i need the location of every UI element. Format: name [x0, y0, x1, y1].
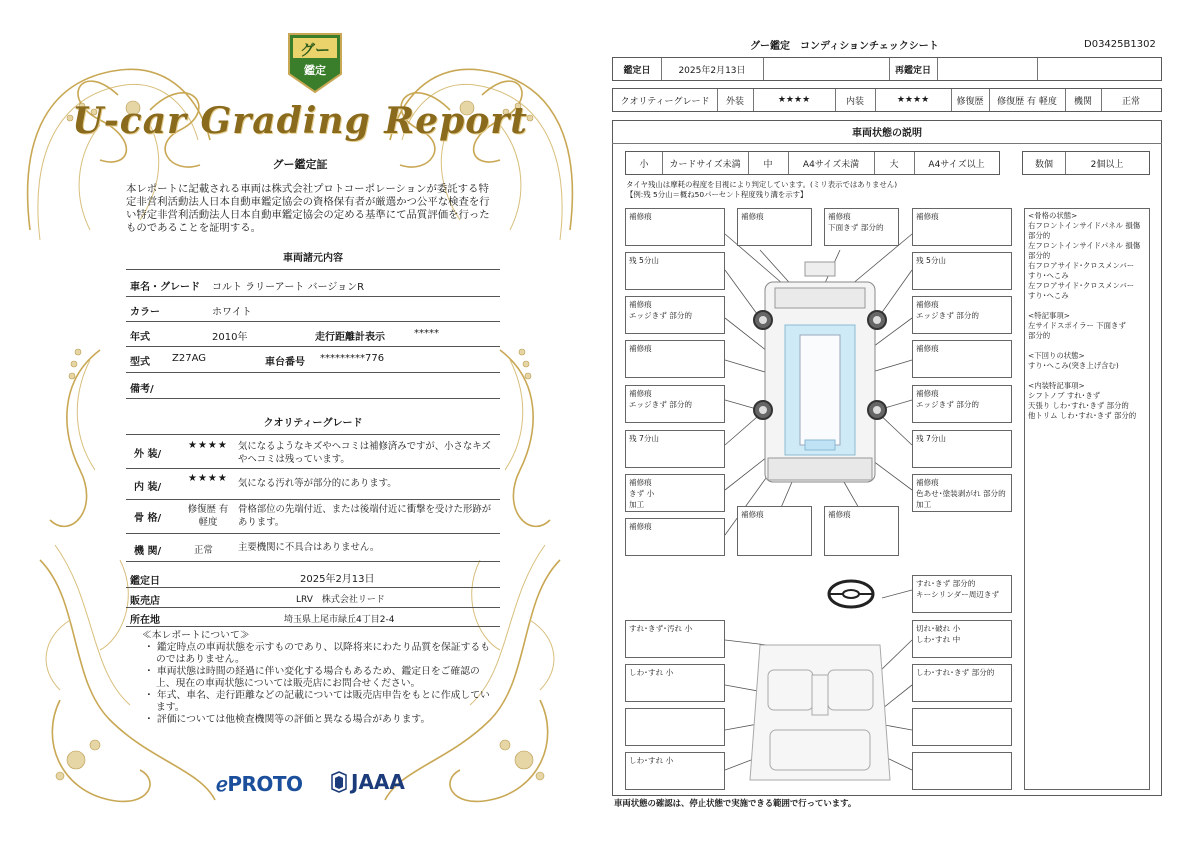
tire-callout: 残 7分山: [912, 430, 1012, 468]
interior-stars: ★★★★: [896, 95, 930, 105]
size-small: 小: [639, 159, 649, 170]
damage-callout: 補修痕 色あせ･塗装剥がれ 部分的 加工: [912, 474, 1012, 512]
size-large: 大: [889, 159, 899, 170]
dealer-label: 販売店: [130, 596, 160, 607]
divider: [126, 269, 500, 270]
year-label: 年式: [130, 332, 150, 343]
note-item: ・ 年式、車名、走行距離などの記載については販売店申告をもとに作成しています。: [144, 690, 490, 713]
engine-value: 正常: [194, 545, 213, 556]
damage-callout: 補修痕: [824, 506, 899, 556]
specs-section-title: 車両諸元内容: [283, 253, 343, 264]
mileage-label: 走行距離計表示: [315, 332, 385, 343]
divider: [126, 321, 500, 322]
grade-row: [612, 88, 1162, 112]
mileage-value: *****: [414, 328, 439, 339]
divider: [126, 296, 500, 297]
report-notes: [142, 630, 498, 726]
tire-note: タイヤ残山は摩耗の程度を目視により判定しています。(ミリ表示ではありません): [626, 180, 898, 189]
tire-example: 【例:残 5分山＝概ね50パーセント程度残り溝を示す】: [626, 190, 808, 199]
exterior-label: 外 装/: [134, 449, 162, 460]
footer-note: 車両状態の確認は、停止状態で実施できる範囲で行っています。: [614, 798, 857, 808]
damage-callout: 補修痕 エッジきず 部分的: [625, 385, 725, 423]
damage-callout: 補修痕: [625, 208, 725, 246]
date-label: 鑑定日: [623, 65, 651, 76]
steering-callout: すれ･きず 部分的 キーシリンダー周辺きず: [912, 575, 1012, 613]
divider: [126, 587, 500, 588]
dealer-value: LRV 株式会社リード: [296, 595, 385, 605]
count-value: 2個以上: [1090, 159, 1124, 170]
script-title: U-car Grading Report: [72, 100, 528, 142]
size-mid: 中: [763, 159, 773, 170]
exterior-stars: ★★★★: [188, 440, 228, 451]
interior-callout: しわ･すれ･きず 部分的: [912, 664, 1012, 702]
note-item: ・ 車両状態は時間の経過に伴い変化する場合もあるため、鑑定日をご確認の上、現在の車両状態については販売店にお問合せください。: [144, 666, 480, 689]
divider: [126, 434, 500, 435]
exterior-desc: 気になるようなキズやヘコミは補修済みですが、小さなキズやヘコミは残っています。: [238, 441, 491, 465]
engine-desc: 主要機関に不具合はありません。: [238, 542, 380, 553]
left-side-scroll: [50, 349, 100, 526]
divider: [126, 626, 500, 627]
sheet-title: グー鑑定 コンディションチェックシート: [750, 41, 939, 52]
exterior-stars: ★★★★: [777, 95, 811, 105]
divider: [126, 372, 500, 373]
model-label: 車名・グレード: [130, 282, 200, 293]
interior-stars: ★★★★: [188, 473, 228, 484]
color-value: ホワイト: [212, 307, 252, 318]
type-value: Z27AG: [172, 353, 206, 364]
right-side-scroll: [500, 349, 550, 526]
engine-label: 機関: [1073, 96, 1092, 107]
svg-text:グー: グー: [299, 41, 331, 59]
tire-callout: 残 5分山: [625, 252, 725, 290]
engine-label: 機 関/: [134, 546, 162, 557]
interior-callout: しわ･すれ 小: [625, 664, 725, 702]
damage-callout: 補修痕 エッジきず 部分的: [625, 296, 725, 334]
damage-callout: 補修痕: [625, 518, 725, 556]
notes-title: ≪本レポートについて≫: [142, 630, 250, 641]
model-value: コルト ラリーアート バージョンR: [212, 282, 365, 293]
interior-label: 内 装/: [134, 482, 162, 493]
note-item: ・ 評価については他検査機関等の評価と異なる場合があります。: [144, 714, 431, 725]
certificate-title: グー鑑定証: [272, 158, 328, 171]
car-top-view-icon: [754, 262, 886, 482]
frame-label: 骨 格/: [134, 513, 162, 524]
damage-callout: 補修痕 エッジきず 部分的: [912, 385, 1012, 423]
repair-label: 修復歴: [956, 96, 984, 107]
color-label: カラー: [130, 307, 160, 318]
address-label: 所在地: [130, 615, 160, 626]
damage-callout: 補修痕: [912, 208, 1012, 246]
appraisal-date-label: 鑑定日: [130, 576, 160, 587]
type-label: 型式: [130, 357, 150, 368]
year-value: 2010年: [212, 332, 248, 343]
quality-section-title: クオリティーグレード: [263, 418, 363, 429]
grade-label: クオリティーグレード: [620, 96, 710, 107]
condition-check-sheet: [600, 0, 1200, 848]
panel-title: 車両状態の説明: [612, 120, 1162, 144]
damage-callout: 補修痕: [912, 340, 1012, 378]
side-notes: <骨格の状態> 右フロントインサイドパネル 損傷 部分的 左フロントインサイドパネル 損傷 部分的 右フロアサイド･クロスメンバー すり･へこみ 左フロアサイド･クロスメンバー すり･へこみ <特記事項> 左サイドスポイラー 下面きず 部分的 <下回りの状態> すり･へこみ(突き上げ含む) <内装特記事項> シフトノブ すれ･きず 天張り しわ･すれ･きず 部分的 他トリム しわ･すれ･きず 部分的: [1024, 208, 1150, 790]
frame-desc: 骨格部位の先端付近、または後端付近に衝撃を受けた形跡があります。: [238, 504, 492, 528]
size-small-desc: カードサイズ未満: [669, 159, 741, 170]
jaaa-logo: JAAA: [330, 770, 405, 794]
steering-wheel-icon: [829, 581, 873, 607]
address-value: 埼玉県上尾市緑丘4丁目2-4: [284, 615, 395, 625]
exterior-label: 外装: [725, 96, 744, 107]
interior-callout: [625, 708, 725, 746]
certificate-intro: 本レポートに記載される車両は株式会社プロトコーポレーションが委託する特定非営利活動法人日本自動車鑑定協会の資格保有者が厳選かつ公平な検査を行い特定非営利活動法人日本自動車鑑定協会の定める基準にて品質評価を行ったものであることを証明する。: [126, 183, 490, 234]
interior-desc: 気になる汚れ等が部分的にあります。: [238, 478, 397, 489]
interior-callout: [912, 708, 1012, 746]
interior-callout: しわ･すれ 小: [625, 752, 725, 790]
frame-value: 修復歴 有 軽度: [187, 504, 229, 528]
size-large-desc: A4サイズ以上: [928, 159, 985, 170]
chassis-label: 車台番号: [265, 357, 305, 368]
interior-callout: [912, 752, 1012, 790]
divider: [126, 533, 500, 534]
chassis-value: *********776: [320, 353, 385, 364]
date-row: [612, 57, 1162, 81]
proto-logo-icon: ℯ: [216, 772, 228, 796]
document-id: D03425B1302: [1084, 39, 1156, 50]
jaaa-logo-icon: [330, 771, 348, 793]
tire-callout: 残 5分山: [912, 252, 1012, 290]
damage-callout: 補修痕: [737, 208, 812, 246]
date-value: 2025年2月13日: [678, 65, 746, 76]
count-label: 数個: [1034, 159, 1053, 170]
interior-callout: すれ･きず･汚れ 小: [625, 620, 725, 658]
interior-label: 内装: [845, 96, 864, 107]
divider: [126, 499, 500, 500]
svg-text:鑑定: 鑑定: [304, 64, 326, 77]
size-legend: [625, 151, 1000, 175]
redate-label: 再鑑定日: [894, 65, 931, 76]
note-item: ・ 鑑定時点の車両状態を示すものであり、以降将来にわたり品質を保証するものではありません。: [144, 642, 491, 665]
damage-callout: 補修痕 エッジきず 部分的: [912, 296, 1012, 334]
engine-value: 正常: [1121, 96, 1140, 107]
damage-callout: 補修痕 きず 小 加工: [625, 474, 725, 512]
divider: [126, 468, 500, 469]
interior-view-icon: [750, 645, 890, 780]
repair-value: 修復歴 有 軽度: [997, 96, 1057, 107]
divider: [126, 346, 500, 347]
size-mid-desc: A4サイズ未満: [802, 159, 860, 170]
remarks-label: 備考/: [130, 384, 154, 395]
divider: [126, 398, 500, 399]
damage-callout: 補修痕: [737, 506, 812, 556]
appraisal-date-value: 2025年2月13日: [300, 574, 375, 585]
divider: [126, 607, 500, 608]
tire-callout: 残 7分山: [625, 430, 725, 468]
proto-logo: ℯPROTO: [216, 772, 303, 796]
damage-callout: 補修痕: [625, 340, 725, 378]
goo-kantei-badge-icon: [285, 30, 345, 96]
count-legend: [1022, 151, 1150, 175]
divider: [126, 561, 500, 562]
interior-callout: 切れ･破れ 小 しわ･すれ 中: [912, 620, 1012, 658]
damage-callout: 補修痕 下面きず 部分的: [824, 208, 899, 246]
